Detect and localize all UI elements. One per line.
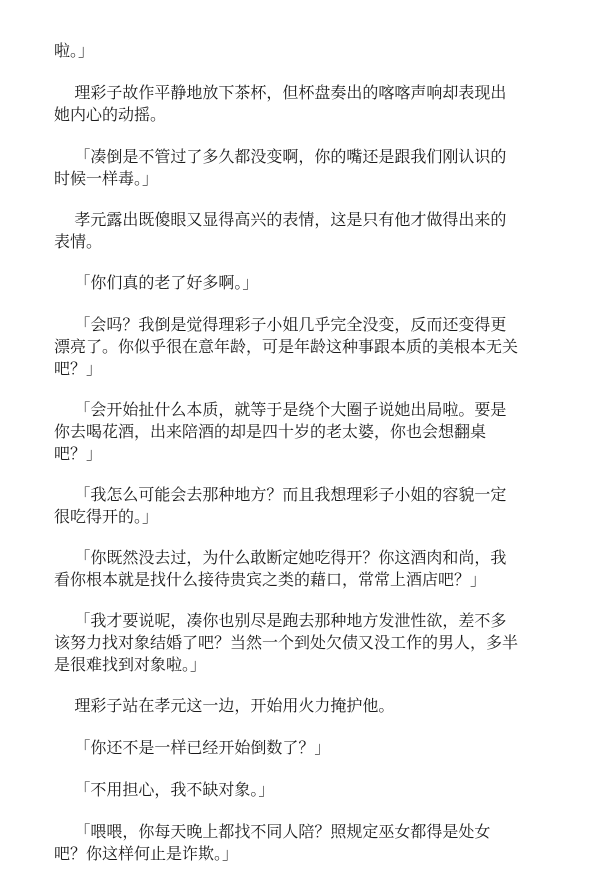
paragraph: 「我才要说呢，凑你也别尽是跑去那种地方发泄性欲，差不多 该努力找对象结婚了吧？当然一个到处欠债又没工作的男人，多半 是很难找到对象啦。」 [54,611,519,674]
paragraph: 「你还不是一样已经开始倒数了？」 [54,738,331,757]
paragraph: 孝元露出既傻眼又显得高兴的表情，这是只有他才做得出来的 表情。 [54,210,507,251]
paragraph: 「会开始扯什么本质，就等于是绕个大圈子说她出局啦。要是 你去喝花酒，出来陪酒的却是四十岁的老太婆，你也会想翻桌 吧？」 [54,400,507,463]
paragraph: 「凑倒是不管过了多久都没变啊，你的嘴还是跟我们刚认识的 时候一样毒。」 [54,147,507,188]
paragraph: 「你们真的老了好多啊。」 [54,273,259,292]
paragraph: 「会吗？我倒是觉得理彩子小姐几乎完全没变，反而还变得更 漂亮了。你似乎很在意年龄，可是年龄这种事跟本质的美根本无关 吧？」 [54,315,519,378]
paragraph: 「我怎么可能会去那种地方？而且我想理彩子小姐的容貌一定 很吃得开的。」 [54,485,507,526]
paragraph: 「你既然没去过，为什么敢断定她吃得开？你这酒肉和尚，我 看你根本就是找什么接待贵宾之类的藉口，常常上酒店吧？」 [54,548,507,589]
paragraph: 理彩子故作平静地放下茶杯，但杯盘奏出的喀喀声响却表现出 她内心的动摇。 [54,83,507,124]
paragraph: 啦。」 [54,41,95,60]
paragraph: 理彩子站在孝元这一边，开始用火力掩护他。 [54,696,395,715]
paragraph: 「不用担心，我不缺对象。」 [54,780,275,799]
paragraph: 「喂喂，你每天晚上都找不同人陪？照规定巫女都得是处女 吧？你这样何止是诈欺。」 [54,822,491,863]
